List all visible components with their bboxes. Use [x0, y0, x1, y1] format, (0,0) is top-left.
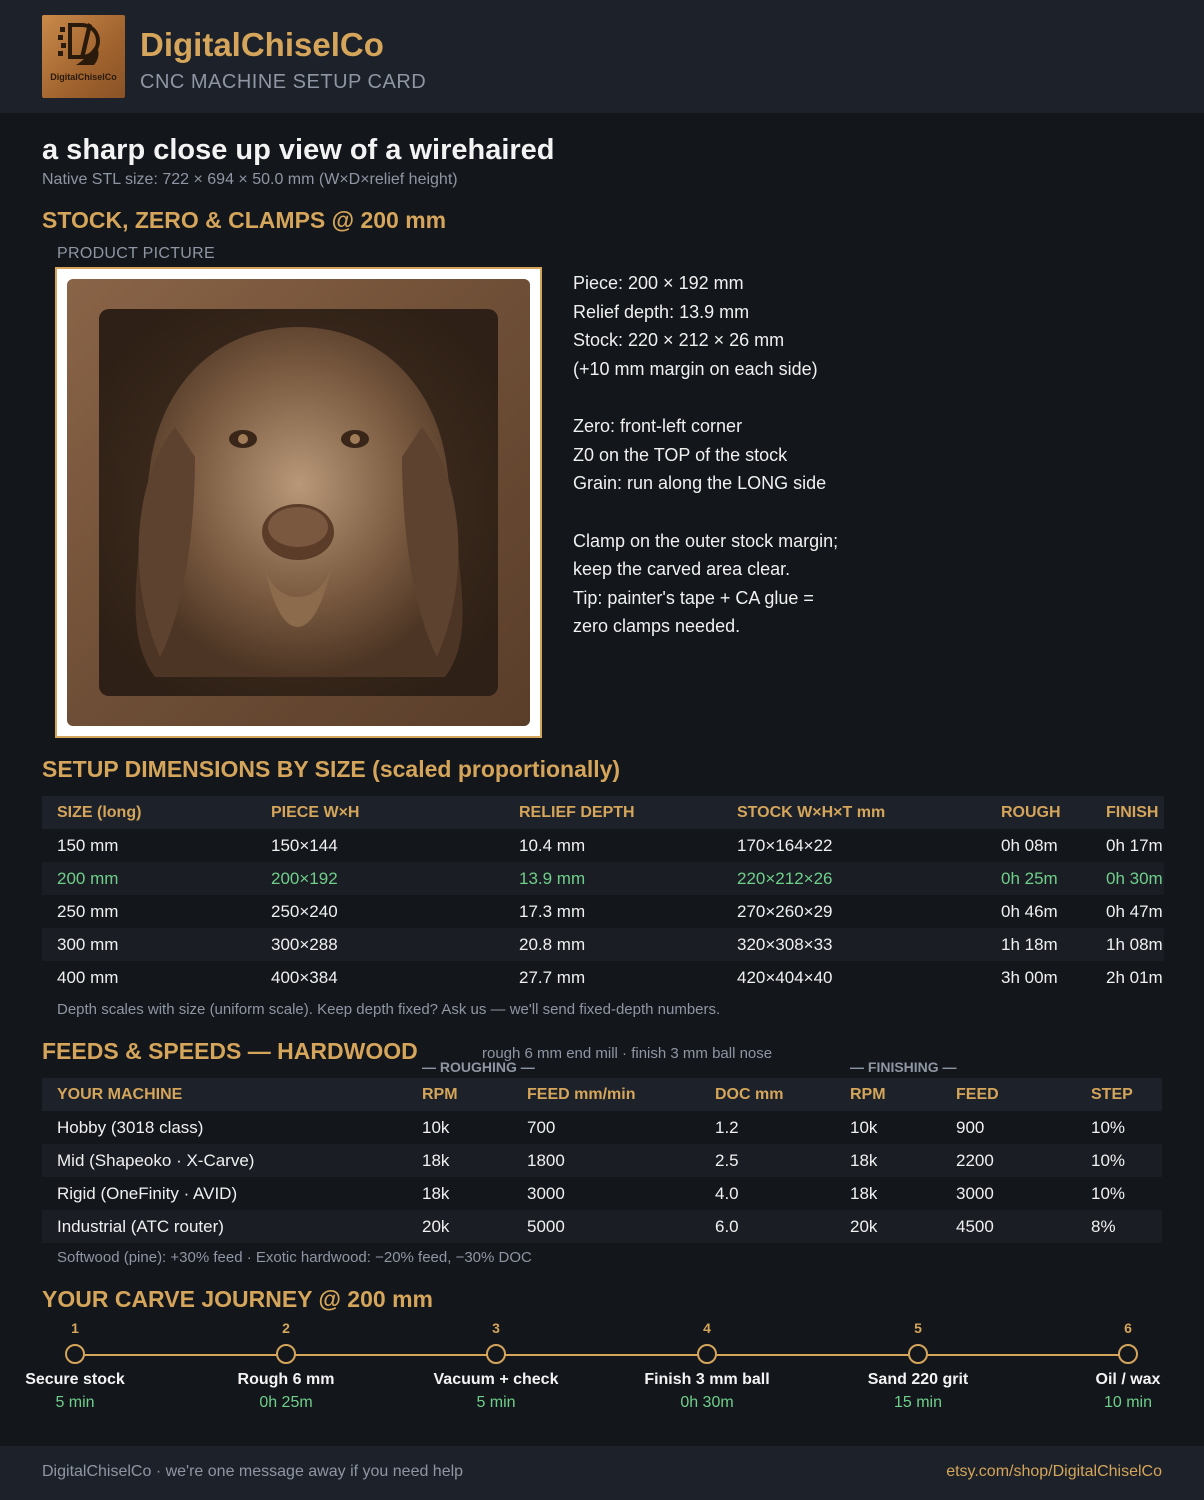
footer	[0, 1446, 1204, 1500]
brand-logo	[42, 15, 125, 98]
table-cell: 5000	[512, 1210, 700, 1243]
carved-dog-relief-image	[65, 277, 532, 728]
table-row	[42, 961, 1164, 994]
table-cell: 20k	[407, 1210, 512, 1243]
journey-step	[0, 1320, 155, 1412]
step-label: Secure stock	[25, 1371, 125, 1388]
table-cell: 8%	[1076, 1210, 1162, 1243]
card-subtitle: CNC MACHINE SETUP CARD	[140, 71, 427, 93]
table-cell: 400 mm	[57, 967, 119, 987]
journey-step	[627, 1320, 787, 1412]
roughing-label: — ROUGHING —	[422, 1059, 535, 1075]
stock-info-line: Piece: 200 × 192 mm	[573, 273, 744, 293]
brand-name: DigitalChiselCo	[140, 26, 384, 63]
step-dot-icon	[65, 1344, 85, 1364]
column-header: RPM	[835, 1078, 941, 1111]
table-cell: 300×288	[256, 928, 504, 961]
step-number: 5	[914, 1320, 922, 1336]
table-cell: 900	[956, 1117, 985, 1137]
table-row	[42, 862, 1164, 895]
table-cell: Hobby (3018 class)	[57, 1117, 204, 1137]
table-cell: Rigid (OneFinity · AVID)	[57, 1183, 238, 1203]
table-row	[42, 928, 1164, 961]
feeds-table	[42, 1078, 1162, 1243]
table-cell: 10%	[1091, 1117, 1126, 1137]
feeds-heading: FEEDS & SPEEDS — HARDWOOD	[42, 1038, 418, 1064]
product-title: a sharp close up view of a wirehaired	[42, 134, 555, 166]
table-cell: 200 mm	[42, 862, 256, 895]
table-row	[42, 1177, 1162, 1210]
stock-heading: STOCK, ZERO & CLAMPS @ 200 mm	[42, 207, 447, 233]
journey-timeline	[0, 1320, 1204, 1420]
table-cell: 2.5	[700, 1144, 835, 1177]
step-duration: 0h 25m	[259, 1394, 313, 1411]
dimensions-note: Depth scales with size (uniform scale). Keep depth fixed? Ask us — we'll send fixed-depth numbers.	[57, 1001, 721, 1018]
dimensions-table	[42, 796, 1164, 994]
column-header: PIECE W×H	[256, 796, 504, 829]
table-cell: Industrial (ATC router)	[42, 1210, 407, 1243]
table-cell: 200×192	[256, 862, 504, 895]
stock-info-line: Stock: 220 × 212 × 26 mm	[573, 330, 785, 350]
step-number: 4	[703, 1320, 711, 1336]
step-label: Vacuum + check	[433, 1371, 559, 1388]
journey-step	[206, 1320, 366, 1412]
table-cell: 150×144	[271, 835, 338, 855]
table-cell: 3000	[527, 1183, 565, 1203]
stock-info-line: zero clamps needed.	[573, 616, 741, 636]
table-cell: 250 mm	[57, 901, 119, 921]
step-duration: 10 min	[1103, 1394, 1153, 1411]
table-cell: 2h 01m	[1106, 967, 1163, 987]
stock-info-line: Relief depth: 13.9 mm	[573, 302, 750, 322]
chisel-logo-icon	[56, 21, 111, 71]
stock-info-line: Clamp on the outer stock margin;	[573, 531, 839, 551]
table-cell: 0h 08m	[1001, 835, 1058, 855]
product-picture	[55, 267, 542, 738]
table-row	[42, 1144, 1162, 1177]
dimensions-header-row	[42, 796, 1164, 829]
column-header: SIZE (long)	[42, 796, 256, 829]
table-row	[42, 895, 1164, 928]
table-cell: 0h 46m	[1001, 901, 1058, 921]
table-cell: 18k	[422, 1183, 450, 1203]
logo-text: DigitalChiselCo	[50, 72, 117, 82]
table-row	[42, 829, 1164, 862]
feeds-header-row	[42, 1078, 1162, 1111]
native-size: Native STL size: 722 × 694 × 50.0 mm (W×D×relief height)	[42, 171, 458, 188]
table-cell: 1800	[512, 1144, 700, 1177]
column-header: STOCK W×H×T mm	[722, 796, 986, 829]
table-cell: 0h 30m	[1091, 862, 1164, 895]
table-cell: 27.7 mm	[519, 967, 586, 987]
table-cell: 3000	[956, 1183, 994, 1203]
column-header: FEED	[941, 1078, 1076, 1111]
table-row	[42, 1210, 1162, 1243]
journey-step	[838, 1320, 998, 1412]
stock-info-line: Grain: run along the LONG side	[573, 473, 827, 493]
journey-step	[416, 1320, 576, 1412]
table-cell: 300 mm	[42, 928, 256, 961]
step-number: 6	[1124, 1320, 1132, 1336]
table-cell: 3h 00m	[1001, 967, 1058, 987]
table-cell: 10k	[850, 1117, 878, 1137]
step-duration: 5 min	[55, 1394, 95, 1411]
header	[0, 0, 1204, 113]
column-header: ROUGH	[986, 796, 1091, 829]
step-number: 1	[71, 1320, 79, 1336]
table-cell: 0h 17m	[1106, 835, 1163, 855]
stock-info-line: Z0 on the TOP of the stock	[573, 445, 788, 465]
feeds-note: Softwood (pine): +30% feed · Exotic hardwood: −20% feed, −30% DOC	[57, 1249, 532, 1266]
step-dot-icon	[276, 1344, 296, 1364]
stock-info-line: keep the carved area clear.	[573, 559, 791, 579]
journey-heading: YOUR CARVE JOURNEY @ 200 mm	[42, 1286, 433, 1312]
step-label: Rough 6 mm	[237, 1371, 335, 1388]
step-dot-icon	[1118, 1344, 1138, 1364]
table-cell: 4.0	[715, 1183, 739, 1203]
column-header: FEED mm/min	[512, 1078, 700, 1111]
picture-label: PRODUCT PICTURE	[57, 245, 215, 262]
table-cell: 250×240	[271, 901, 338, 921]
column-header: YOUR MACHINE	[42, 1078, 407, 1111]
stock-info-line: (+10 mm margin on each side)	[573, 359, 818, 379]
step-label: Oil / wax	[1095, 1371, 1161, 1388]
dimensions-heading: SETUP DIMENSIONS BY SIZE (scaled proportionally)	[42, 756, 621, 782]
stock-info-line: Tip: painter's tape + CA glue =	[573, 588, 814, 608]
tool-info: rough 6 mm end mill · finish 3 mm ball nose	[482, 1045, 773, 1062]
table-cell: 20.8 mm	[504, 928, 722, 961]
table-cell: 320×308×33	[722, 928, 986, 961]
table-cell: 10%	[1091, 1183, 1126, 1203]
column-header: DOC mm	[700, 1078, 835, 1111]
table-cell: 20k	[835, 1210, 941, 1243]
table-cell: 0h 25m	[986, 862, 1091, 895]
footer-message: DigitalChiselCo · we're one message away if you need help	[42, 1463, 464, 1480]
journey-step	[1048, 1320, 1204, 1412]
table-cell: 10.4 mm	[519, 835, 586, 855]
step-dot-icon	[908, 1344, 928, 1364]
table-cell: 150 mm	[57, 835, 119, 855]
table-cell: 18k	[850, 1183, 878, 1203]
step-label: Sand 220 grit	[867, 1371, 969, 1388]
table-cell: 1h 08m	[1091, 928, 1164, 961]
table-cell: 2200	[941, 1144, 1076, 1177]
table-cell: 700	[527, 1117, 556, 1137]
step-duration: 15 min	[893, 1394, 943, 1411]
step-duration: 5 min	[476, 1394, 516, 1411]
table-cell: 17.3 mm	[519, 901, 586, 921]
table-cell: 13.9 mm	[504, 862, 722, 895]
table-cell: 170×164×22	[737, 835, 833, 855]
column-header: RPM	[407, 1078, 512, 1111]
table-cell: 18k	[835, 1144, 941, 1177]
table-cell: 220×212×26	[722, 862, 986, 895]
column-header: STEP	[1076, 1078, 1162, 1111]
table-cell: 400×384	[271, 967, 338, 987]
table-cell: 420×404×40	[737, 967, 833, 987]
table-cell: 6.0	[700, 1210, 835, 1243]
table-cell: 18k	[407, 1144, 512, 1177]
stock-info-line: Zero: front-left corner	[573, 416, 743, 436]
table-cell: 10k	[422, 1117, 450, 1137]
table-cell: 0h 47m	[1106, 901, 1163, 921]
table-cell: 10%	[1076, 1144, 1162, 1177]
step-dot-icon	[697, 1344, 717, 1364]
step-duration: 0h 30m	[680, 1394, 734, 1411]
column-header: RELIEF DEPTH	[504, 796, 722, 829]
finishing-label: — FINISHING —	[850, 1059, 957, 1075]
table-cell: 270×260×29	[737, 901, 833, 921]
table-cell: 1h 18m	[986, 928, 1091, 961]
table-row	[42, 1111, 1162, 1144]
step-number: 3	[492, 1320, 500, 1336]
table-cell: Mid (Shapeoko · X-Carve)	[42, 1144, 407, 1177]
shop-link[interactable]: etsy.com/shop/DigitalChiselCo	[946, 1463, 1162, 1480]
table-cell: 4500	[941, 1210, 1076, 1243]
column-header: FINISH	[1091, 796, 1164, 829]
table-cell: 1.2	[715, 1117, 739, 1137]
step-dot-icon	[486, 1344, 506, 1364]
step-label: Finish 3 mm ball	[644, 1371, 770, 1388]
step-number: 2	[282, 1320, 290, 1336]
